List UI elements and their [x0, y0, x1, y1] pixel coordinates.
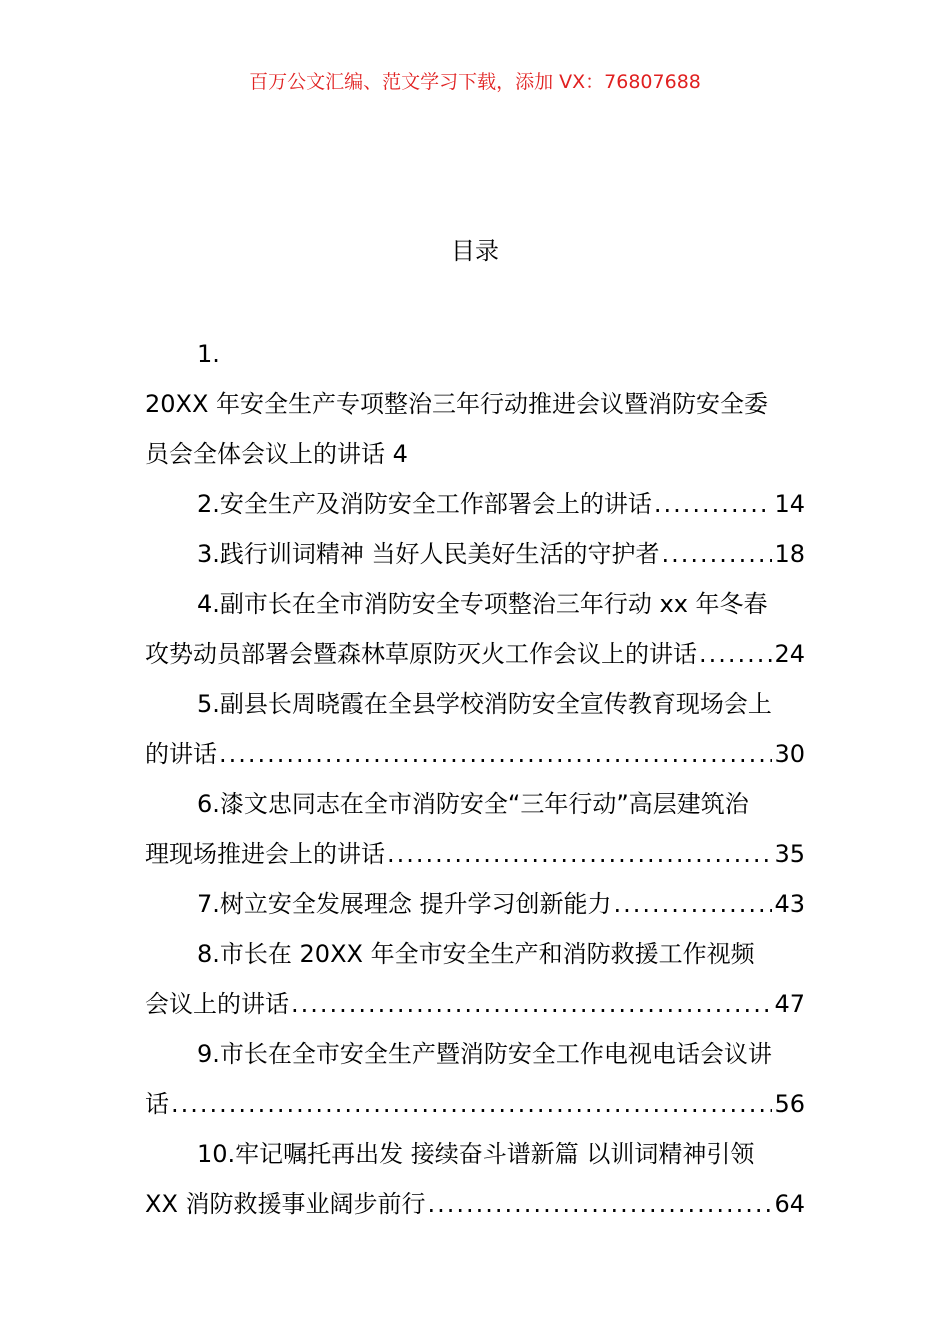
- toc-entry-10-page: 64: [774, 1190, 805, 1218]
- toc-entry-7-title: 7.树立安全发展理念 提升学习创新能力: [197, 890, 612, 918]
- toc-entry-6-title: 理现场推进会上的讲话: [145, 840, 385, 868]
- toc-entry-6[interactable]: [145, 829, 805, 879]
- toc-entry-10-title: XX 消防救援事业阔步前行: [145, 1190, 426, 1218]
- dot-leader: [291, 979, 772, 1029]
- toc-entry-1-line-3: 员会全体会议上的讲话 4: [145, 440, 408, 468]
- dot-leader: [171, 1079, 772, 1129]
- dot-leader: [428, 1179, 773, 1229]
- toc-entry-5-line-1: 5.副县长周晓霞在全县学校消防安全宣传教育现场会上: [197, 690, 772, 718]
- toc-entry-3-title: 3.践行训词精神 当好人民美好生活的守护者: [197, 540, 660, 568]
- toc-entry-4-page: 24: [774, 640, 805, 668]
- toc-entry-5-page: 30: [774, 740, 805, 768]
- toc-entry-6-page: 35: [774, 840, 805, 868]
- dot-leader: [614, 879, 773, 929]
- toc-entry-5[interactable]: [145, 729, 805, 779]
- toc-entry-1-line-2: 20XX 年安全生产专项整治三年行动推进会议暨消防安全委: [145, 390, 769, 418]
- toc-entry-10-line-1: 10.牢记嘱托再出发 接续奋斗谱新篇 以训词精神引领: [197, 1140, 755, 1168]
- toc-entry-7[interactable]: [145, 879, 805, 929]
- toc-entry-4-line-1: 4.副市长在全市消防安全专项整治三年行动 xx 年冬春: [197, 590, 768, 618]
- toc-entry-3-page: 18: [774, 540, 805, 568]
- toc-title: 目录: [451, 237, 499, 265]
- toc-entry-3[interactable]: [145, 529, 805, 579]
- toc-entry-8-line-1: 8.市长在 20XX 年全市安全生产和消防救援工作视频: [197, 940, 755, 968]
- dot-leader: [662, 529, 773, 579]
- table-of-contents: [145, 329, 805, 1229]
- toc-entry-8-title: 会议上的讲话: [145, 990, 289, 1018]
- toc-entry-2-page: 14: [774, 490, 805, 518]
- toc-entry-10[interactable]: [145, 1179, 805, 1229]
- toc-entry-4[interactable]: [145, 629, 805, 679]
- toc-entry-2-title: 2.安全生产及消防安全工作部署会上的讲话: [197, 490, 652, 518]
- dot-leader: [699, 629, 772, 679]
- toc-entry-5-title: 的讲话: [145, 740, 217, 768]
- toc-entry-1-line-1: 1.: [197, 340, 220, 368]
- toc-entry-9-title: 话: [145, 1090, 169, 1118]
- dot-leader: [219, 729, 772, 779]
- toc-entry-8-page: 47: [774, 990, 805, 1018]
- toc-entry-7-page: 43: [774, 890, 805, 918]
- toc-entry-4-title: 攻势动员部署会暨森林草原防灭火工作会议上的讲话: [145, 640, 697, 668]
- dot-leader: [654, 479, 773, 529]
- toc-entry-9-page: 56: [774, 1090, 805, 1118]
- header-ad-text: 百万公文汇编、范文学习下载，添加 VX：76807688: [249, 71, 701, 93]
- toc-entry-9[interactable]: [145, 1079, 805, 1129]
- toc-entry-6-line-1: 6.漆文忠同志在全市消防安全“三年行动”高层建筑治: [197, 790, 749, 818]
- toc-entry-9-line-1: 9.市长在全市安全生产暨消防安全工作电视电话会议讲: [197, 1040, 772, 1068]
- toc-entry-8[interactable]: [145, 979, 805, 1029]
- toc-entry-2[interactable]: [145, 479, 805, 529]
- dot-leader: [387, 829, 772, 879]
